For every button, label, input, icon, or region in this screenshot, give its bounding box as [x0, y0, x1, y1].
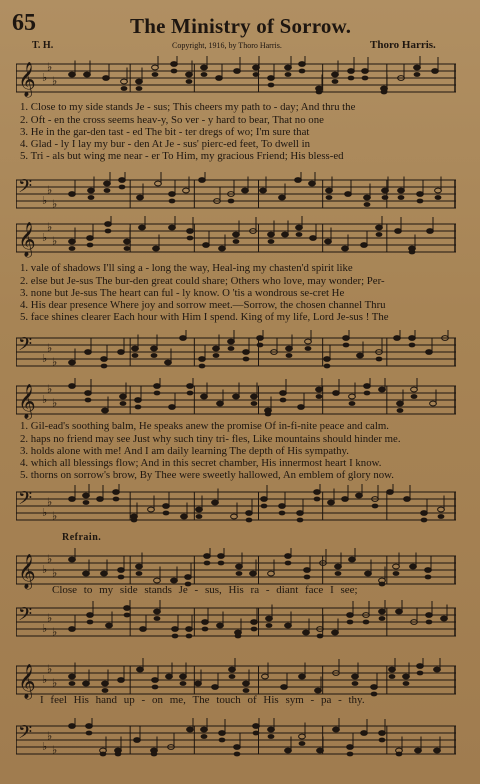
- svg-text:♭: ♭: [47, 341, 53, 355]
- svg-text:𝄞: 𝄞: [18, 384, 36, 420]
- svg-text:𝄢: 𝄢: [18, 722, 33, 748]
- svg-text:𝄞: 𝄞: [18, 62, 36, 98]
- verse-5-line-3: 5. thorns on sorrow's brow, By Thee were sweetly hallowed, An emblem of glory now.: [20, 469, 394, 481]
- svg-text:♭: ♭: [52, 676, 58, 690]
- staff-notation: [16, 484, 456, 528]
- staff-notation: [16, 378, 456, 422]
- svg-text:♭: ♭: [47, 729, 53, 743]
- svg-text:♭: ♭: [52, 396, 58, 410]
- verse-3-line-2: 3. none but Je-sus The heart can ful - ly know. O 'tis a wondrous se-cret He: [20, 287, 345, 299]
- verse-4-line-3: 4. which all blessings flow; And in this secret chamber, His innermost heart I know.: [20, 457, 382, 469]
- svg-text:♭: ♭: [42, 231, 48, 244]
- verse-5-line-2: 5. face shines clearer Each hour with Him I spend. King of my life, Lord Je-sus ! The: [20, 311, 389, 323]
- treble-staff-2: [16, 216, 456, 260]
- composer-credit: Thoro Harris.: [370, 39, 436, 51]
- svg-text:♭: ♭: [42, 506, 48, 519]
- svg-text:♭: ♭: [52, 74, 58, 88]
- svg-text:♭: ♭: [47, 60, 53, 74]
- svg-text:♭: ♭: [42, 563, 48, 576]
- verse-2-line-1: 2. Oft - en the cross seems heav-y, So ver - y hard to bear, That no one: [20, 114, 324, 126]
- svg-text:𝄞: 𝄞: [18, 554, 36, 590]
- svg-text:𝄢: 𝄢: [18, 176, 33, 202]
- staff-notation: [16, 600, 456, 644]
- svg-text:♭: ♭: [42, 673, 48, 686]
- treble-staff-1: [16, 56, 456, 100]
- svg-text:♭: ♭: [47, 552, 53, 566]
- refrain-line-2: I feel His hand up - on me, The touch of His sym - pa - thy.: [40, 694, 365, 706]
- svg-text:♭: ♭: [47, 495, 53, 509]
- verse-1-line-2: 1. vale of shadows I'll sing a - long the way, Heal-ing my chasten'd spirit like: [20, 262, 353, 274]
- staff-notation: [16, 718, 456, 762]
- svg-text:𝄢: 𝄢: [18, 334, 33, 360]
- verse-1-line-1: 1. Close to my side stands Je - sus; This cheers my path to - day; And thru the: [20, 101, 356, 113]
- svg-text:♭: ♭: [47, 662, 53, 676]
- verse-3-line-1: 3. He in the gar-den tast - ed The bit - ter dregs of wo; I'm sure that: [20, 126, 310, 138]
- refrain-line-1: Close to my side stands Je - sus, His ra - diant face I see;: [52, 584, 358, 596]
- svg-text:♭: ♭: [42, 622, 48, 635]
- svg-text:𝄢: 𝄢: [18, 488, 33, 514]
- hymn-number: 65: [12, 10, 36, 36]
- bass-staff-3: [16, 484, 456, 528]
- bass-staff-5: [16, 718, 456, 762]
- verse-1-line-3: 1. Gil-ead's soothing balm, He speaks anew the promise Of in-fi-nite peace and calm.: [20, 420, 389, 432]
- svg-text:♭: ♭: [52, 355, 58, 369]
- staff-notation: [16, 56, 456, 100]
- svg-text:♭: ♭: [52, 197, 58, 211]
- svg-text:♭: ♭: [42, 352, 48, 365]
- treble-staff-3: [16, 378, 456, 422]
- copyright-notice: Copyright, 1916, by Thoro Harris.: [172, 41, 282, 50]
- svg-text:♭: ♭: [42, 393, 48, 406]
- svg-text:♭: ♭: [52, 509, 58, 523]
- verse-4-line-1: 4. Glad - ly I lay my bur - den At Je - sus' pierc-ed feet, To dwell in: [20, 138, 311, 150]
- svg-text:𝄞: 𝄞: [18, 664, 36, 700]
- refrain-label: Refrain.: [62, 532, 102, 543]
- svg-text:♭: ♭: [52, 625, 58, 639]
- hymn-title: The Ministry of Sorrow.: [130, 14, 352, 38]
- verse-5-line-1: 5. Tri - als but wing me near - er To Him, my gracious Friend; His bless-ed: [20, 150, 344, 162]
- svg-text:♭: ♭: [52, 566, 58, 580]
- svg-text:♭: ♭: [42, 71, 48, 84]
- svg-text:♭: ♭: [52, 743, 58, 757]
- staff-notation: [16, 216, 456, 260]
- bass-staff-4: [16, 600, 456, 644]
- svg-text:𝄞: 𝄞: [18, 222, 36, 258]
- svg-text:♭: ♭: [47, 220, 53, 234]
- svg-text:♭: ♭: [52, 234, 58, 248]
- verse-2-line-2: 2. else but Je-sus The bur-den great could share; Others who love, may wonder; Per-: [20, 275, 385, 287]
- svg-text:♭: ♭: [47, 183, 53, 197]
- svg-text:♭: ♭: [42, 740, 48, 753]
- svg-text:♭: ♭: [47, 382, 53, 396]
- bass-staff-2: [16, 330, 456, 374]
- svg-text:♭: ♭: [47, 611, 53, 625]
- staff-notation: [16, 330, 456, 374]
- staff-notation: [16, 172, 456, 216]
- author-initials: T. H.: [32, 40, 54, 51]
- svg-text:♭: ♭: [42, 194, 48, 207]
- verse-4-line-2: 4. His dear presence Where joy and sorrow meet.—Sorrow, the chosen channel Thru: [20, 299, 386, 311]
- verse-3-line-3: 3. holds alone with me! And I am daily learning The depth of His sympathy.: [20, 445, 349, 457]
- svg-text:𝄢: 𝄢: [18, 604, 33, 630]
- bass-staff-1: [16, 172, 456, 216]
- verse-2-line-3: 2. haps no friend may see Just why such tiny tri- fles, Like mountains should hinder me.: [20, 433, 401, 445]
